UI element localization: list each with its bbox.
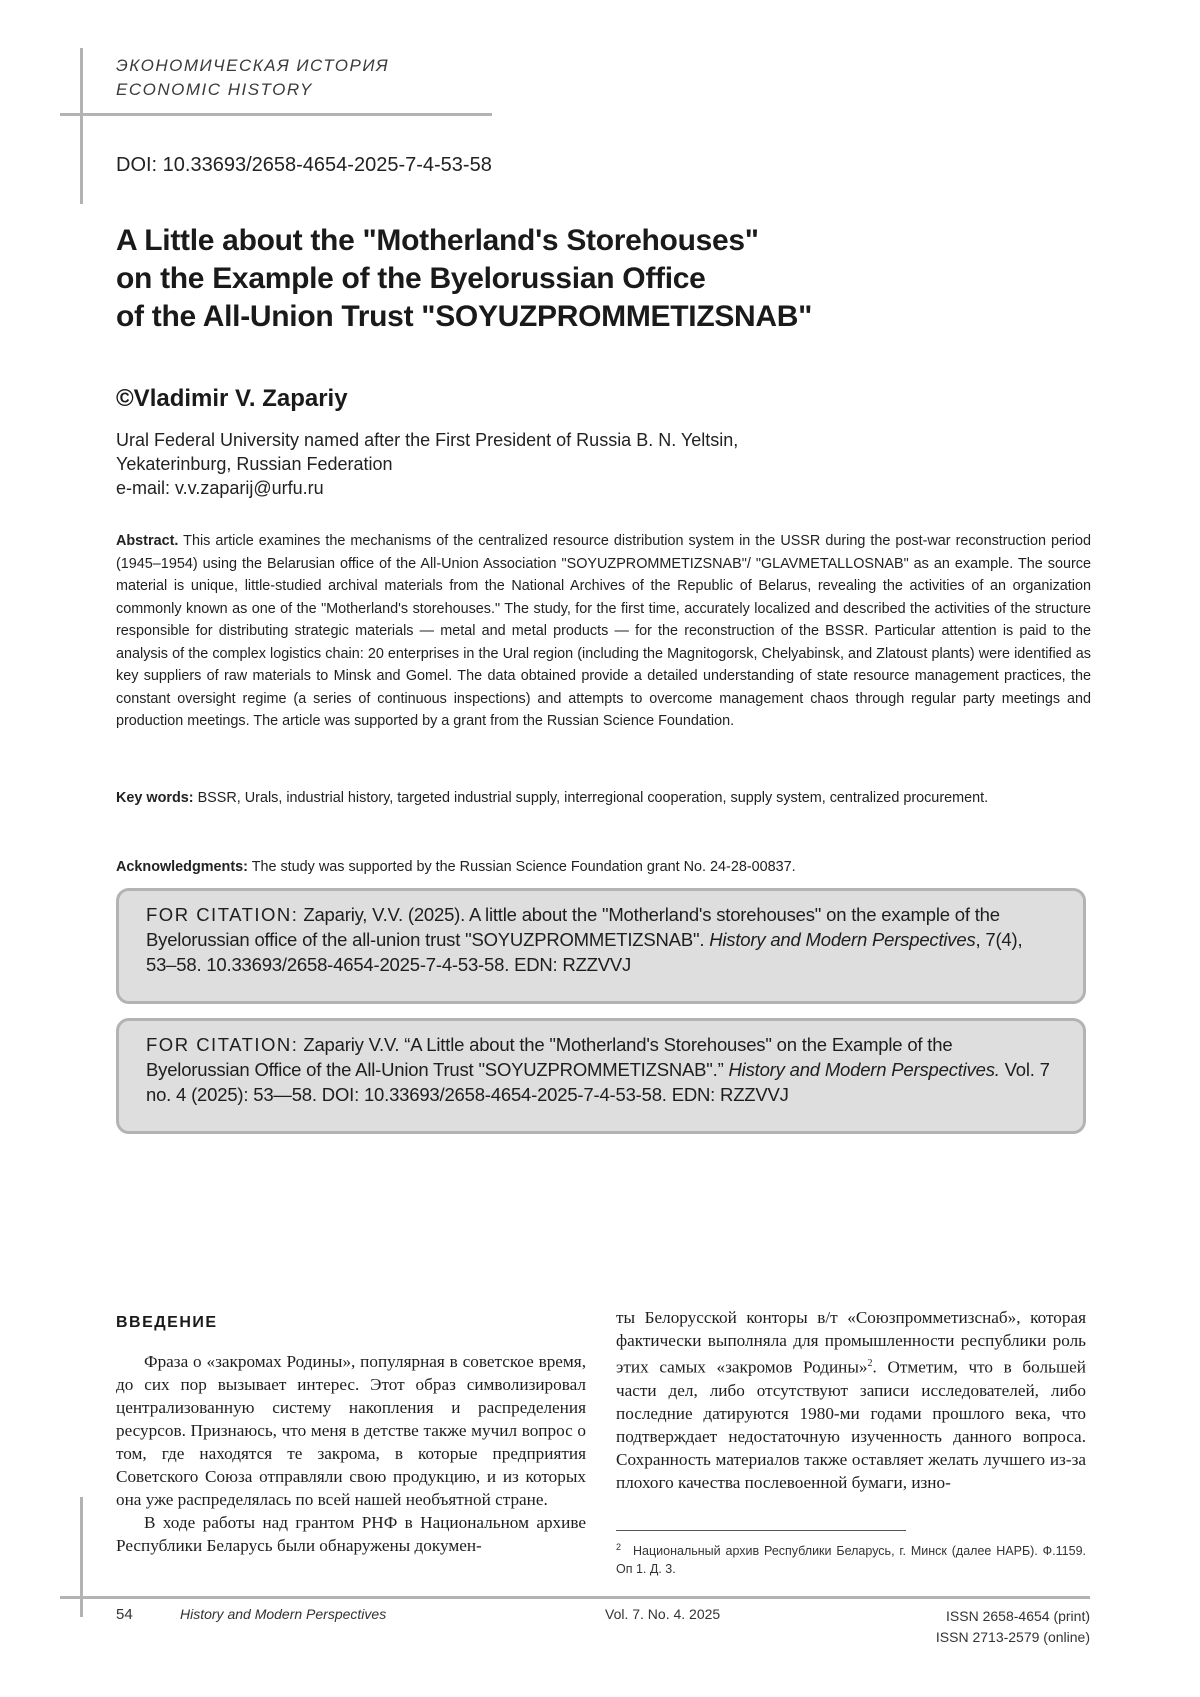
citation-text-before: Zapariy V.V. “A Little about the "Motherland's Storehouses" on the Example of the Byelorussian Office of the All-Union Trust "SOYUZPROMMETIZSNAB".”: [146, 1034, 953, 1080]
footnote-text: Национальный архив Республики Беларусь, г. Минск (далее НАРБ). Ф.1159. Оп 1. Д. 3.: [616, 1544, 1086, 1577]
author-email: e-mail: v.v.zaparij@urfu.ru: [116, 478, 324, 498]
citation-box-chicago: [116, 1018, 1086, 1134]
footer-horizontal-rule: [60, 1596, 1090, 1599]
issn-print: ISSN 2658-4654 (print): [946, 1608, 1090, 1624]
affiliation-line-1: Ural Federal University named after the First President of Russia B. N. Yeltsin,: [116, 430, 739, 450]
author-name: ©Vladimir V. Zapariy: [116, 385, 348, 412]
affiliation-line-2: Yekaterinburg, Russian Federation: [116, 454, 393, 474]
keywords: [116, 787, 1091, 810]
citation-prefix: FOR CITATION:: [146, 904, 299, 925]
top-vertical-rule: [80, 48, 83, 204]
footer-journal: History and Modern Perspectives: [180, 1606, 387, 1622]
title-line-3: of the All-Union Trust "SOYUZPROMMETIZSNAB": [116, 300, 813, 333]
acknowledgments-label: Acknowledgments:: [116, 859, 248, 875]
section-label-en: ECONOMIC HISTORY: [116, 80, 313, 99]
page-number: 54: [116, 1606, 133, 1623]
intro-paragraph-1: Фраза о «закромах Родины», популярная в советское время, до сих пор вызывает интерес. Этот образ символизировал централизованную систему накопления и распределения ресурсов. Признаюсь, что меня в детстве также мучил вопрос о том, где находятся те закрома, в которые предприятия Советского Союза отправляли свою продукцию, и из которых она уже распределялась по всей нашей необъятной стране.: [116, 1352, 586, 1509]
body-column-left: [116, 1350, 586, 1557]
col2-text-part-2: . Отметим, что в большей части дел, либо отсутствуют записи исследователей, либо последние датируются 1980-ми годами прошлого века, что подтверждает недостаточную изученность данного вопроса. Сохранность материалов также оставляет желать лучшего из-за плохого качества послевоенной бумаги, изно-: [616, 1357, 1087, 1492]
header-horizontal-rule: [60, 113, 492, 116]
citation-box-apa: [116, 888, 1086, 1004]
body-column-right: [616, 1306, 1086, 1494]
footnote-reference[interactable]: 2: [867, 1358, 873, 1369]
footer-issn: [936, 1606, 1090, 1648]
intro-paragraph-2: В ходе работы над грантом РНФ в Национальном архиве Республики Беларусь были обнаружены докумен-: [116, 1513, 586, 1555]
abstract: [116, 530, 1091, 733]
citation-prefix: FOR CITATION:: [146, 1034, 299, 1055]
col2-text-part-1: ты Белорусской конторы в/т «Союзпромметизснаб», которая фактически выполняла для промышленности республики роль этих самых «закромов Родины»: [616, 1308, 1086, 1377]
author-affiliation: [116, 428, 738, 500]
footnote: [616, 1538, 1086, 1578]
citation-text-before: Zapariy, V.V. (2025). A little about the "Motherland's storehouses" on the example of the Byelorussian office of the all-union trust "SOYUZPROMMETIZSNAB".: [146, 904, 1000, 950]
footnote-number: 2: [616, 1542, 622, 1552]
footnote-divider: [616, 1530, 906, 1531]
section-label-ru: ЭКОНОМИЧЕСКАЯ ИСТОРИЯ: [116, 56, 390, 75]
abstract-label: Abstract.: [116, 533, 179, 549]
title-line-1: A Little about the "Motherland's Storehouses": [116, 224, 759, 257]
keywords-text: BSSR, Urals, industrial history, targeted industrial supply, interregional cooperation, supply system, centralized procurement.: [197, 790, 989, 806]
keywords-label: Key words:: [116, 790, 194, 806]
intro-heading: ВВЕДЕНИЕ: [116, 1314, 218, 1331]
citation-journal: History and Modern Perspectives: [709, 929, 976, 950]
bottom-vertical-rule: [80, 1497, 83, 1617]
citation-journal: History and Modern Perspectives.: [728, 1059, 1000, 1080]
acknowledgments: [116, 856, 1091, 879]
title-line-2: on the Example of the Byelorussian Office: [116, 262, 706, 295]
acknowledgments-text: The study was supported by the Russian Science Foundation grant No. 24-28-00837.: [251, 859, 796, 875]
article-title: [116, 222, 1016, 336]
doi: DOI: 10.33693/2658-4654-2025-7-4-53-58: [116, 154, 492, 176]
abstract-text: This article examines the mechanisms of the centralized resource distribution system in the USSR during the post-war reconstruction period (1945–1954) using the Belarusian office of the All-Union Association "SOYUZPROMMETIZSNAB"/ "GLAVMETALLOSNAB" as an example. The source material is unique, little-studied archival materials from the National Archives of the Republic of Belarus, revealing the activities of an organization commonly known as one of the "Motherland's storehouses." The study, for the first time, accurately localized and described the activities of the structure responsible for distributing strategic materials — metal and metal products — for the reconstruction of the BSSR. Particular attention is paid to the analysis of the complex logistics chain: 20 enterprises in the Ural region (including the Magnitogorsk, Chelyabinsk, and Zlatoust plants) were identified as key suppliers of raw materials to Minsk and Gomel. The data obtained provide a detailed understanding of state resource management practices, the constant oversight regime (a series of continuous inspections) and attempts to overcome management chaos through regular party meetings and production meetings. The article was supported by a grant from the Russian Science Foundation.: [116, 533, 1091, 729]
citation-text-after: Vol. 7 no. 4 (2025): 53—58. DOI: 10.33693/2658-4654-2025-7-4-53-58. EDN: RZZVVJ: [146, 1059, 1050, 1105]
footer-volume: Vol. 7. No. 4. 2025: [605, 1606, 721, 1622]
citation-text-after: , 7(4), 53–58. 10.33693/2658-4654-2025-7-4-53-58. EDN: RZZVVJ: [146, 929, 1023, 975]
issn-online: ISSN 2713-2579 (online): [935, 1629, 1090, 1645]
intro-paragraph-continued: [616, 1306, 1086, 1494]
section-label: [116, 54, 389, 102]
